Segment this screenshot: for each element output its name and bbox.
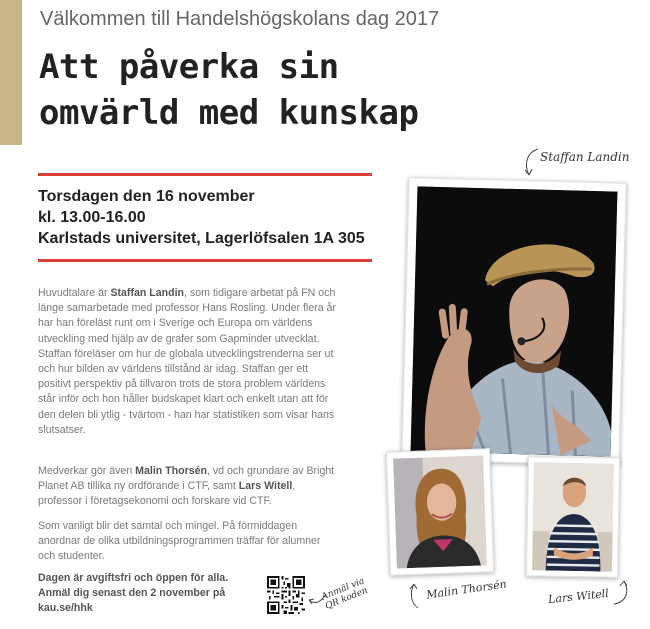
gold-accent-bar	[0, 0, 22, 145]
malin-photo	[386, 448, 494, 576]
mingle-paragraph: Som vanligt blir det samtal och mingel. På förmiddagen anordnar de olika utbildningsprogrammen träffar för alumner och studenter.	[38, 520, 321, 563]
event-date: Torsdagen den 16 november	[38, 188, 255, 205]
lars-photo	[526, 456, 620, 578]
staffan-caption: Staffan Landin	[540, 150, 630, 164]
event-time: kl. 13.00-16.00	[38, 209, 146, 226]
malin-arrow-icon	[406, 582, 424, 610]
registration-paragraph	[38, 571, 263, 617]
event-location: Karlstads universitet, Lagerlöfsalen 1A 305	[38, 230, 365, 247]
speaker-name: Staffan Landin	[110, 287, 185, 299]
headline-line-1: Att påverka sin	[39, 47, 339, 87]
intro-text-b: , som tidigare arbetat på FN och länge samarbetade med professor Hans Rosling. Under flera år har han föreläst runt om i Sverige och Europa om världens utveckling med hjälp av de grafer som Gapminder utvecklat. Staffan föreläser om hur de globala utvecklingstrenderna ser ut och hur bilden av världens tillstånd är idag. Staffan ger ett positivt perspektiv på tillvaron trots de stora problem världens står inför och hon håller budskapet klart och enkelt utan att för den delen bli ytlig - tvärtom - han har statistiken som visar hans slutsatser.	[38, 287, 336, 436]
intro-text-a: Huvudtalare är	[38, 287, 111, 299]
event-details	[38, 186, 365, 249]
registration-line-2[interactable]: Anmäl dig senast den 2 november på kau.se/hhk	[38, 587, 226, 615]
qr-arrow-icon	[306, 590, 328, 608]
divider-top	[38, 173, 372, 176]
malin-caption: Malin Thorsén	[425, 577, 508, 602]
intro-paragraph	[38, 286, 338, 438]
divider-bottom	[38, 259, 372, 262]
guests-text-b: , vd och grundare av Bright Planet AB tillika ny ordförande i CTF, samt	[38, 465, 335, 493]
guests-paragraph	[38, 464, 338, 510]
guests-text-a: Medverkar gör även	[38, 465, 136, 477]
page-title	[39, 44, 418, 136]
qr-code[interactable]	[267, 576, 305, 614]
staffan-arrow-icon	[520, 145, 542, 179]
guest-name-lars: Lars Witell	[238, 480, 293, 493]
lars-arrow-icon	[612, 578, 634, 608]
guest-name-malin: Malin Thorsén	[135, 465, 207, 477]
lars-caption: Lars Witell	[547, 586, 610, 607]
guests-text-c: , professor i företagsekonomi och forskare vid CTF.	[38, 480, 296, 508]
headline-line-2: omvärld med kunskap	[39, 93, 419, 133]
registration-line-1: Dagen är avgiftsfri och öppen för alla.	[38, 572, 229, 584]
event-kicker: Välkommen till Handelshögskolans dag 2017	[40, 8, 440, 30]
qr-annotation: Anmäl via QR koden	[320, 576, 370, 612]
staffan-photo	[401, 177, 626, 466]
